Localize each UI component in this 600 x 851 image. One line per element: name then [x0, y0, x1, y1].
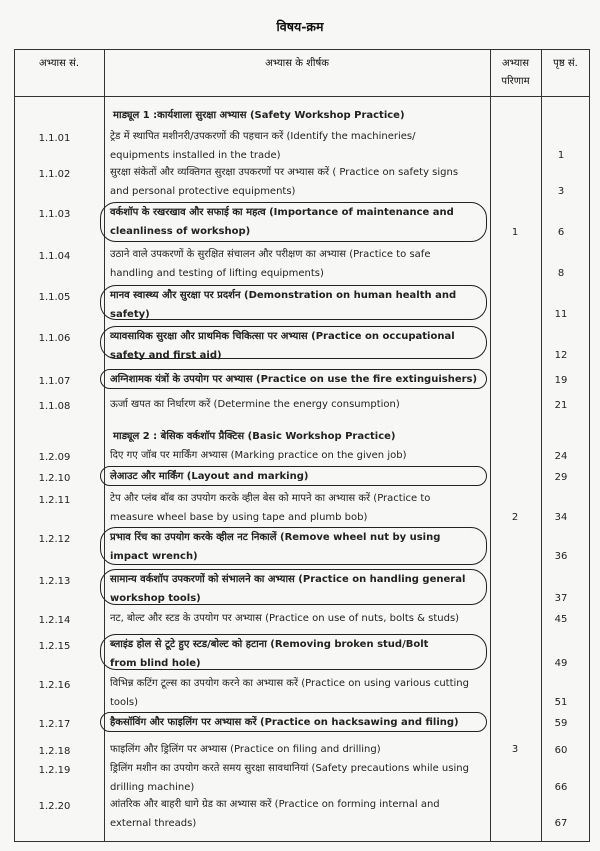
exercise-title-line2: measure wheel base by using tape and plumb bob) — [110, 511, 368, 523]
page-number: 49 — [554, 658, 568, 669]
exercise-title — [110, 164, 485, 201]
exercise-number: 1.2.19 — [38, 765, 71, 776]
exercise-title — [110, 571, 485, 608]
exercise-title-line2: from blind hole) — [110, 657, 201, 669]
exercise-title-line2: tools) — [110, 696, 139, 708]
exercise-number: 1.2.17 — [38, 719, 71, 730]
page-number: 34 — [554, 512, 568, 523]
page-title: विषय-क्रम — [276, 19, 324, 34]
page-number: 36 — [554, 551, 568, 562]
page-number: 6 — [557, 227, 565, 238]
exercise-title-line2: cleanliness of workshop) — [110, 225, 251, 237]
exercise-title-line2: external threads) — [110, 817, 197, 829]
exercise-number: 1.1.05 — [38, 292, 71, 303]
header-ex-title: अभ्यास के शीर्षक — [265, 58, 329, 69]
exercise-number: 1.2.10 — [38, 473, 71, 484]
header-outcome-line1: अभ्यास — [502, 58, 529, 69]
page-number: 3 — [557, 186, 565, 197]
exercise-title-line2: and personal protective equipments) — [110, 185, 296, 197]
outcome-value: 1 — [511, 227, 519, 238]
page-number: 29 — [554, 472, 568, 483]
exercise-title-line1: सामान्य वर्कशॉप उपकरणों को संभालने का अभ्यास (Practice on handling general — [110, 574, 466, 585]
exercise-number: 1.2.20 — [38, 801, 71, 812]
exercise-title-line1: आंतरिक और बाहरी धागे ग्रेड का अभ्यास करें (Practice on forming internal and — [110, 799, 440, 810]
exercise-title-line1: मानव स्वास्थ्य और सुरक्षा पर प्रदर्शन (Demonstration on human health and — [110, 290, 457, 301]
page-number: 60 — [554, 745, 568, 756]
page-number: 8 — [557, 268, 565, 279]
exercise-title-line1: सुरक्षा संकेतों और व्यक्तिगत सुरक्षा उपकरणों पर अभ्यास करें ( Practice on safety signs — [110, 167, 459, 178]
exercise-title — [110, 371, 485, 390]
page-number: 59 — [554, 718, 568, 729]
page-number: 51 — [554, 697, 568, 708]
module-1-heading: माड्यूल 1 :कार्यशाला सुरक्षा अभ्यास (Safety Workshop Practice) — [113, 110, 405, 121]
exercise-title-line1: नट, बोल्ट और स्टड के उपयोग पर अभ्यास (Practice on use of nuts, bolts & studs) — [110, 613, 460, 624]
exercise-title-line1: दिए गए जॉब पर मार्किंग अभ्यास (Marking practice on the given job) — [110, 450, 407, 461]
module-2-heading: माड्यूल 2 : बेसिक वर्कशॉप प्रैक्टिस (Basic Workshop Practice) — [113, 431, 396, 442]
page-number: 45 — [554, 614, 568, 625]
exercise-number: 1.2.18 — [38, 746, 71, 757]
header-page-no: पृष्ठ सं. — [553, 58, 578, 69]
exercise-title-line2: equipments installed in the trade) — [110, 149, 281, 161]
page-number: 1 — [557, 150, 565, 161]
exercise-number: 1.2.09 — [38, 452, 71, 463]
exercise-number: 1.1.08 — [38, 401, 71, 412]
exercise-title-line1: ब्लाइंड होल से टूटे हुए स्टड/बोल्ट को हटाना (Removing broken stud/Bolt — [110, 639, 429, 650]
exercise-title — [110, 529, 485, 566]
exercise-title-line1: उठाने वाले उपकरणों के सुरक्षित संचालन और परीक्षण का अभ्यास (Practice to safe — [110, 249, 431, 260]
page-number: 19 — [554, 375, 568, 386]
exercise-title-line2: safety) — [110, 308, 150, 320]
header-ex-no: अभ्यास सं. — [38, 58, 80, 69]
exercise-title-line1: अग्निशामक यंत्रों के उपयोग पर अभ्यास (Practice on use the fire extinguishers) — [110, 374, 478, 385]
exercise-number: 1.1.06 — [38, 333, 71, 344]
exercise-title — [110, 675, 485, 712]
page-number: 21 — [554, 400, 568, 411]
exercise-title-line2: safety and first aid) — [110, 349, 222, 361]
exercise-title — [110, 287, 485, 324]
page-number: 12 — [554, 350, 568, 361]
exercise-title-line1: हैकसॉविंग और फाइलिंग पर अभ्यास करें (Practice on hacksawing and filing) — [110, 717, 459, 728]
page-number: 11 — [554, 309, 568, 320]
exercise-title — [110, 204, 485, 241]
exercise-title — [110, 396, 485, 415]
exercise-number: 1.2.14 — [38, 615, 71, 626]
exercise-title-line1: ऊर्जा खपत का निर्धारण करें (Determine the energy consumption) — [110, 399, 400, 410]
exercise-title-line1: वर्कशॉप के रखरखाव और सफाई का महत्व (Importance of maintenance and — [110, 207, 454, 218]
exercise-title — [110, 714, 485, 733]
exercise-title-line1: विभिन्न कटिंग टूल्स का उपयोग करने का अभ्यास करें (Practice on using various cutting — [110, 678, 469, 689]
exercise-title — [110, 490, 485, 527]
exercise-title-line2: drilling machine) — [110, 781, 195, 793]
exercise-title-line1: प्रभाव रिंच का उपयोग करके व्हील नट निकालें (Remove wheel nut by using — [110, 532, 441, 543]
exercise-number: 1.2.15 — [38, 641, 71, 652]
exercise-title — [110, 760, 485, 797]
exercise-number: 1.2.11 — [38, 495, 71, 506]
exercise-number: 1.2.12 — [38, 534, 71, 545]
exercise-title-line1: ड्रिलिंग मशीन का उपयोग करते समय सुरक्षा सावधानियां (Safety precautions while using — [110, 763, 469, 774]
header-divider — [15, 96, 589, 97]
exercise-title-line1: व्यावसायिक सुरक्षा और प्राथमिक चिकित्सा पर अभ्यास (Practice on occupational — [110, 331, 455, 342]
column-divider — [490, 50, 491, 841]
exercise-title — [110, 468, 485, 487]
exercise-number: 1.1.02 — [38, 169, 71, 180]
exercise-number: 1.1.03 — [38, 209, 71, 220]
exercise-title-line1: फाइलिंग और ड्रिलिंग पर अभ्यास (Practice on filing and drilling) — [110, 744, 381, 755]
page-number: 66 — [554, 782, 568, 793]
page-number: 67 — [554, 818, 568, 829]
page-number: 24 — [554, 451, 568, 462]
exercise-title — [110, 610, 485, 629]
exercise-title — [110, 447, 485, 466]
exercise-title — [110, 128, 485, 165]
exercise-title-line2: workshop tools) — [110, 592, 201, 604]
exercise-title-line1: ट्रेड में स्थापित मशीनरी/उपकरणों की पहचान करें (Identify the machineries/ — [110, 131, 416, 142]
exercise-number: 1.1.01 — [38, 133, 71, 144]
exercise-title — [110, 328, 485, 365]
exercise-title — [110, 796, 485, 833]
exercise-title-line1: टेप और प्लंब बॉब का उपयोग करके व्हील बेस को मापने का अभ्यास करें (Practice to — [110, 493, 431, 504]
header-outcome-line2: परिणाम — [501, 76, 530, 87]
exercise-title-line2: handling and testing of lifting equipments) — [110, 267, 324, 279]
exercise-title — [110, 636, 485, 673]
exercise-number: 1.1.04 — [38, 251, 71, 262]
exercise-number: 1.2.13 — [38, 576, 71, 587]
exercise-title — [110, 246, 485, 283]
exercise-number: 1.2.16 — [38, 680, 71, 691]
outcome-value: 3 — [511, 744, 519, 755]
exercise-title-line1: लेआउट और मार्किंग (Layout and marking) — [110, 471, 309, 482]
exercise-number: 1.1.07 — [38, 376, 71, 387]
outcome-value: 2 — [511, 512, 519, 523]
page-number: 37 — [554, 593, 568, 604]
exercise-title-line2: impact wrench) — [110, 550, 198, 562]
exercise-title — [110, 741, 485, 760]
